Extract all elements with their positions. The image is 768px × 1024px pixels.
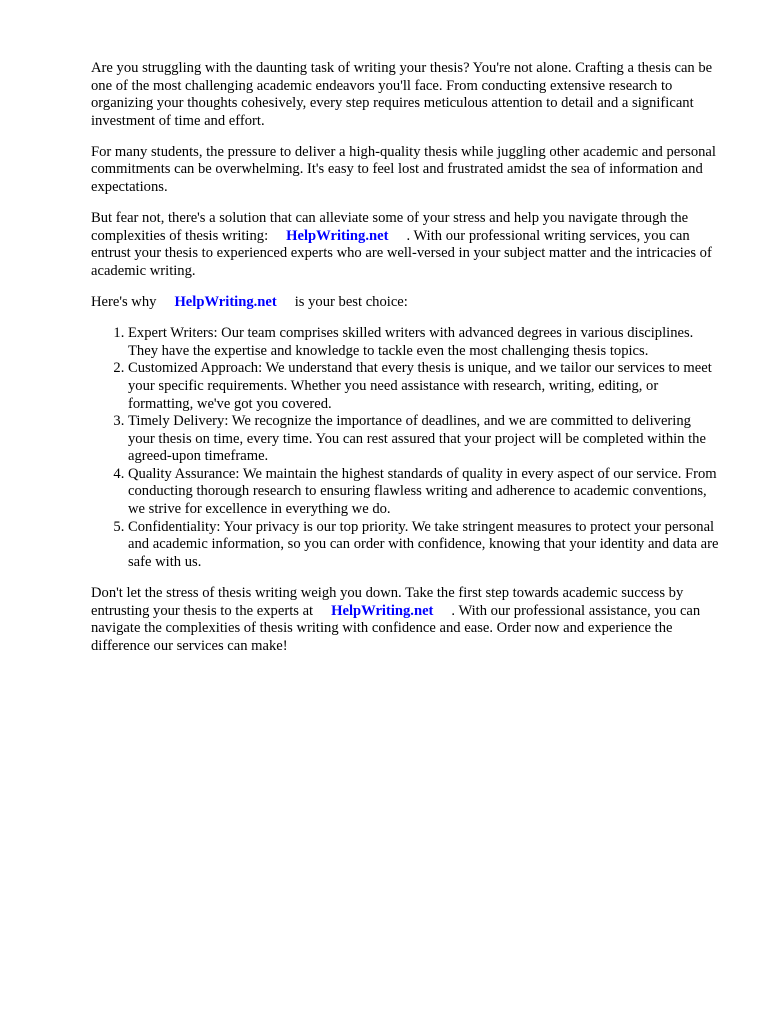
list-item: 3. Timely Delivery: We recognize the importance of deadlines, and we are committed to delivering your thesis on time, every time. You can rest assured that your project will be completed within the agreed-upon timeframe.: [128, 413, 721, 466]
closing-text-after: . With our professional assistance, you can navigate the complexities of thesis writing with confidence and ease. Order now and experience the difference our services can make!: [91, 602, 701, 654]
why-text-after: is your best choice:: [294, 294, 408, 311]
intro-paragraph-2: For many students, the pressure to deliver a high-quality thesis while juggling other academic and personal commitments can be overwhelming. It's easy to feel lost and frustrated amidst the sea of information and expectations.: [91, 143, 716, 196]
brand-link-3[interactable]: HelpWriting.net: [331, 602, 434, 619]
why-text-before: Here's why: [91, 294, 157, 311]
intro-paragraph-3-text-after: . With our professional writing services, you can entrust your thesis to experienced experts who are well-versed in your subject matter and the intricacies of academic writing.: [91, 227, 712, 279]
brand-link-1[interactable]: HelpWriting.net: [286, 227, 389, 244]
intro-paragraph-3: [91, 210, 721, 280]
reasons-list: [91, 325, 721, 571]
closing-paragraph: [91, 585, 721, 655]
list-item: 2. Customized Approach: We understand that every thesis is unique, and we tailor our services to meet your specific requirements. Whether you need assistance with research, writing, editing, or formatting, we've got you covered.: [128, 360, 721, 413]
list-item: 5. Confidentiality: Your privacy is our top priority. We take stringent measures to protect your personal and academic information, so you can order with confidence, knowing that your identity and data are safe with us.: [128, 519, 721, 572]
why-paragraph: [91, 294, 721, 312]
intro-paragraph-3-text-before: But fear not, there's a solution that can alleviate some of your stress and help you navigate through the complexities of thesis writing:: [91, 210, 689, 244]
intro-paragraph-1: Are you struggling with the daunting task of writing your thesis? You're not alone. Crafting a thesis can be one of the most challenging academic endeavors you'll face. From conducting extensive research to organizing your thoughts cohesively, every step requires meticulous attention to detail and a significant investment of time and effort.: [91, 60, 713, 129]
list-item: 1. Expert Writers: Our team comprises skilled writers with advanced degrees in various disciplines. They have the expertise and knowledge to tackle even the most challenging thesis topics.: [128, 325, 721, 360]
list-item: 4. Quality Assurance: We maintain the highest standards of quality in every aspect of our service. From conducting thorough research to ensuring flawless writing and adherence to academic conventions, we strive for excellence in everything we do.: [128, 466, 721, 519]
closing-text-before: Don't let the stress of thesis writing weigh you down. Take the first step towards academic success by entrusting your thesis to the experts at: [91, 584, 684, 619]
brand-link-2[interactable]: HelpWriting.net: [174, 294, 277, 311]
document-page: [91, 60, 721, 669]
